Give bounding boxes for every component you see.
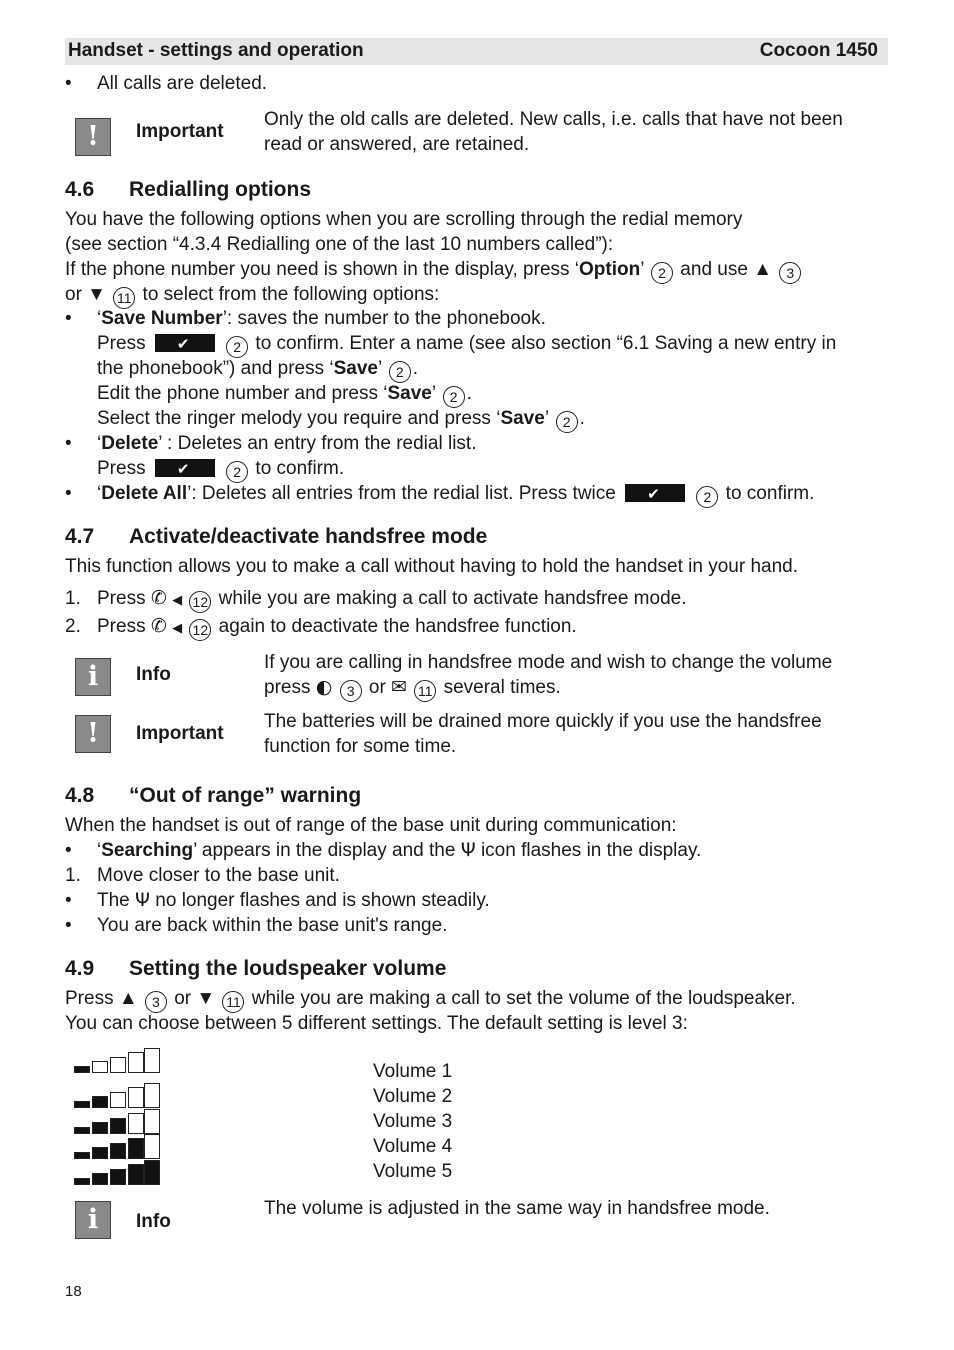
info-label: Info	[136, 664, 171, 685]
handset-icon: ✆	[150, 615, 167, 637]
important-label: Important	[136, 723, 224, 744]
section-heading-4-6: 4.6 Redialling options	[65, 178, 311, 201]
checkmark-key-icon	[625, 484, 685, 502]
volume-bar	[128, 1138, 144, 1159]
list-item-text: Press ✆ ◀ 12 while you are making a call to activate handsfree mode.	[97, 586, 687, 613]
paragraph: You have the following options when you are scrolling through the redial memory	[65, 209, 743, 230]
list-item: •	[65, 840, 72, 861]
volume-label: Volume 1	[373, 1061, 453, 1082]
volume-bar	[128, 1087, 144, 1108]
paragraph: This function allows you to make a call without having to hold the handset in your hand.	[65, 556, 798, 577]
volume-bar	[144, 1048, 160, 1073]
paragraph: When the handset is out of range of the base unit during communication:	[65, 815, 677, 836]
list-item-text: ‘Searching’ appears in the display and the Ψ icon flashes in the display.	[97, 839, 702, 861]
checkmark-key-icon	[155, 459, 215, 477]
list-item-text: the phonebook”) and press ‘Save’ 2 .	[97, 356, 418, 383]
volume-bar	[92, 1147, 108, 1159]
list-item-text: You are back within the base unit's range.	[97, 915, 448, 936]
volume-bar	[128, 1113, 144, 1134]
paragraph: or ▼ 11 to select from the following options:	[65, 282, 439, 309]
list-item-text: ‘Delete’ : Deletes an entry from the redial list.	[97, 433, 477, 454]
volume-bar	[110, 1118, 126, 1134]
checkmark-key-icon	[155, 334, 215, 352]
info-label: Info	[136, 1211, 171, 1232]
volume-bar	[74, 1178, 90, 1185]
page-number: 18	[65, 1283, 82, 1300]
volume-bar	[74, 1101, 90, 1108]
volume-bar	[92, 1061, 108, 1073]
paragraph: You can choose between 5 different settings. The default setting is level 3:	[65, 1013, 688, 1034]
list-number: 1.	[65, 865, 81, 886]
exclamation-icon: !	[75, 118, 111, 156]
volume-bar	[128, 1052, 144, 1073]
section-heading-4-8: 4.8 “Out of range” warning	[65, 784, 362, 807]
speaker-icon: ◀	[172, 621, 183, 636]
volume-bar	[144, 1083, 160, 1108]
volume-level-icon	[74, 1161, 164, 1185]
list-item-text: Edit the phone number and press ‘Save’ 2 .	[97, 381, 472, 408]
list-item-text: Move closer to the base unit.	[97, 865, 340, 886]
exclamation-icon: !	[75, 715, 111, 753]
volume-bar	[110, 1092, 126, 1108]
section-heading-4-9: 4.9 Setting the loudspeaker volume	[65, 957, 447, 980]
volume-bar	[74, 1152, 90, 1159]
list-item: •	[65, 308, 72, 329]
list-item-text: Press ✆ ◀ 12 again to deactivate the handsfree function.	[97, 614, 577, 641]
paragraph: (see section “4.3.4 Redialling one of the last 10 numbers called”):	[65, 234, 614, 255]
list-item: •	[65, 433, 72, 454]
volume-level-icon	[74, 1084, 164, 1108]
running-header	[65, 38, 888, 65]
envelope-key-icon: ✉	[391, 676, 408, 698]
list-item-text: All calls are deleted.	[97, 73, 268, 94]
volume-bar	[110, 1057, 126, 1073]
antenna-icon: Ψ	[135, 889, 150, 911]
important-label: Important	[136, 121, 224, 142]
list-item: •	[65, 890, 72, 911]
paragraph: If the phone number you need is shown in the display, press ‘Option’ 2 and use ▲ 3	[65, 257, 803, 284]
volume-bar	[92, 1096, 108, 1108]
section-heading-4-7: 4.7 Activate/deactivate handsfree mode	[65, 525, 488, 548]
speaker-icon: ◀	[172, 593, 183, 608]
volume-label: Volume 5	[373, 1161, 453, 1182]
handset-icon: ✆	[150, 587, 167, 609]
list-item: •	[65, 915, 72, 936]
volume-level-icon	[74, 1135, 164, 1159]
volume-bar	[110, 1143, 126, 1159]
volume-bar	[74, 1127, 90, 1134]
volume-level-icon	[74, 1110, 164, 1134]
volume-level-icon	[74, 1049, 164, 1073]
list-item-text: Select the ringer melody you require and press ‘Save’ 2 .	[97, 406, 585, 433]
list-number: 1.	[65, 588, 81, 609]
volume-bar	[144, 1160, 160, 1185]
list-item-text: ‘Save Number’: saves the number to the phonebook.	[97, 308, 546, 329]
volume-bar	[92, 1122, 108, 1134]
volume-label: Volume 3	[373, 1111, 453, 1132]
volume-key-icon: ◐	[315, 676, 333, 698]
list-item-text: ‘Delete All’: Deletes all entries from the redial list. Press twice ✔ 2 to confirm.	[97, 481, 814, 508]
paragraph: Press ▲ 3 or ▼ 11 while you are making a call to set the volume of the loudspeaker.	[65, 986, 796, 1013]
antenna-icon: Ψ	[460, 839, 476, 861]
list-item: •	[65, 483, 72, 504]
header-model: Cocoon 1450	[759, 40, 878, 61]
list-number: 2.	[65, 616, 81, 637]
volume-labels	[373, 1059, 452, 1184]
list-item-text: Press ✔ 2 to confirm.	[97, 456, 344, 483]
volume-label: Volume 4	[373, 1136, 453, 1157]
info-text: If you are calling in handsfree mode and wish to change the volume press ◐ 3 or ✉ 11 several times.	[264, 650, 832, 702]
header-title: Handset - settings and operation	[68, 40, 364, 61]
info-text: The volume is adjusted in the same way in handsfree mode.	[264, 1198, 770, 1219]
important-text: The batteries will be drained more quickly if you use the handsfree function for some time.	[264, 711, 822, 757]
info-icon: i	[75, 1201, 111, 1239]
volume-bar	[144, 1109, 160, 1134]
volume-bar	[92, 1173, 108, 1185]
volume-bar	[144, 1134, 160, 1159]
list-item-text: Press ✔ 2 to confirm. Enter a name (see also section “6.1 Saving a new entry in	[97, 331, 836, 358]
volume-bar	[110, 1169, 126, 1185]
list-item: •	[65, 73, 72, 94]
list-item-text: The Ψ no longer flashes and is shown steadily.	[97, 889, 490, 911]
important-text: Only the old calls are deleted. New calls, i.e. calls that have not been read or answered, are retained.	[264, 109, 843, 155]
volume-bar	[128, 1164, 144, 1185]
volume-label: Volume 2	[373, 1086, 453, 1107]
volume-bar	[74, 1066, 90, 1073]
info-icon: i	[75, 658, 111, 696]
